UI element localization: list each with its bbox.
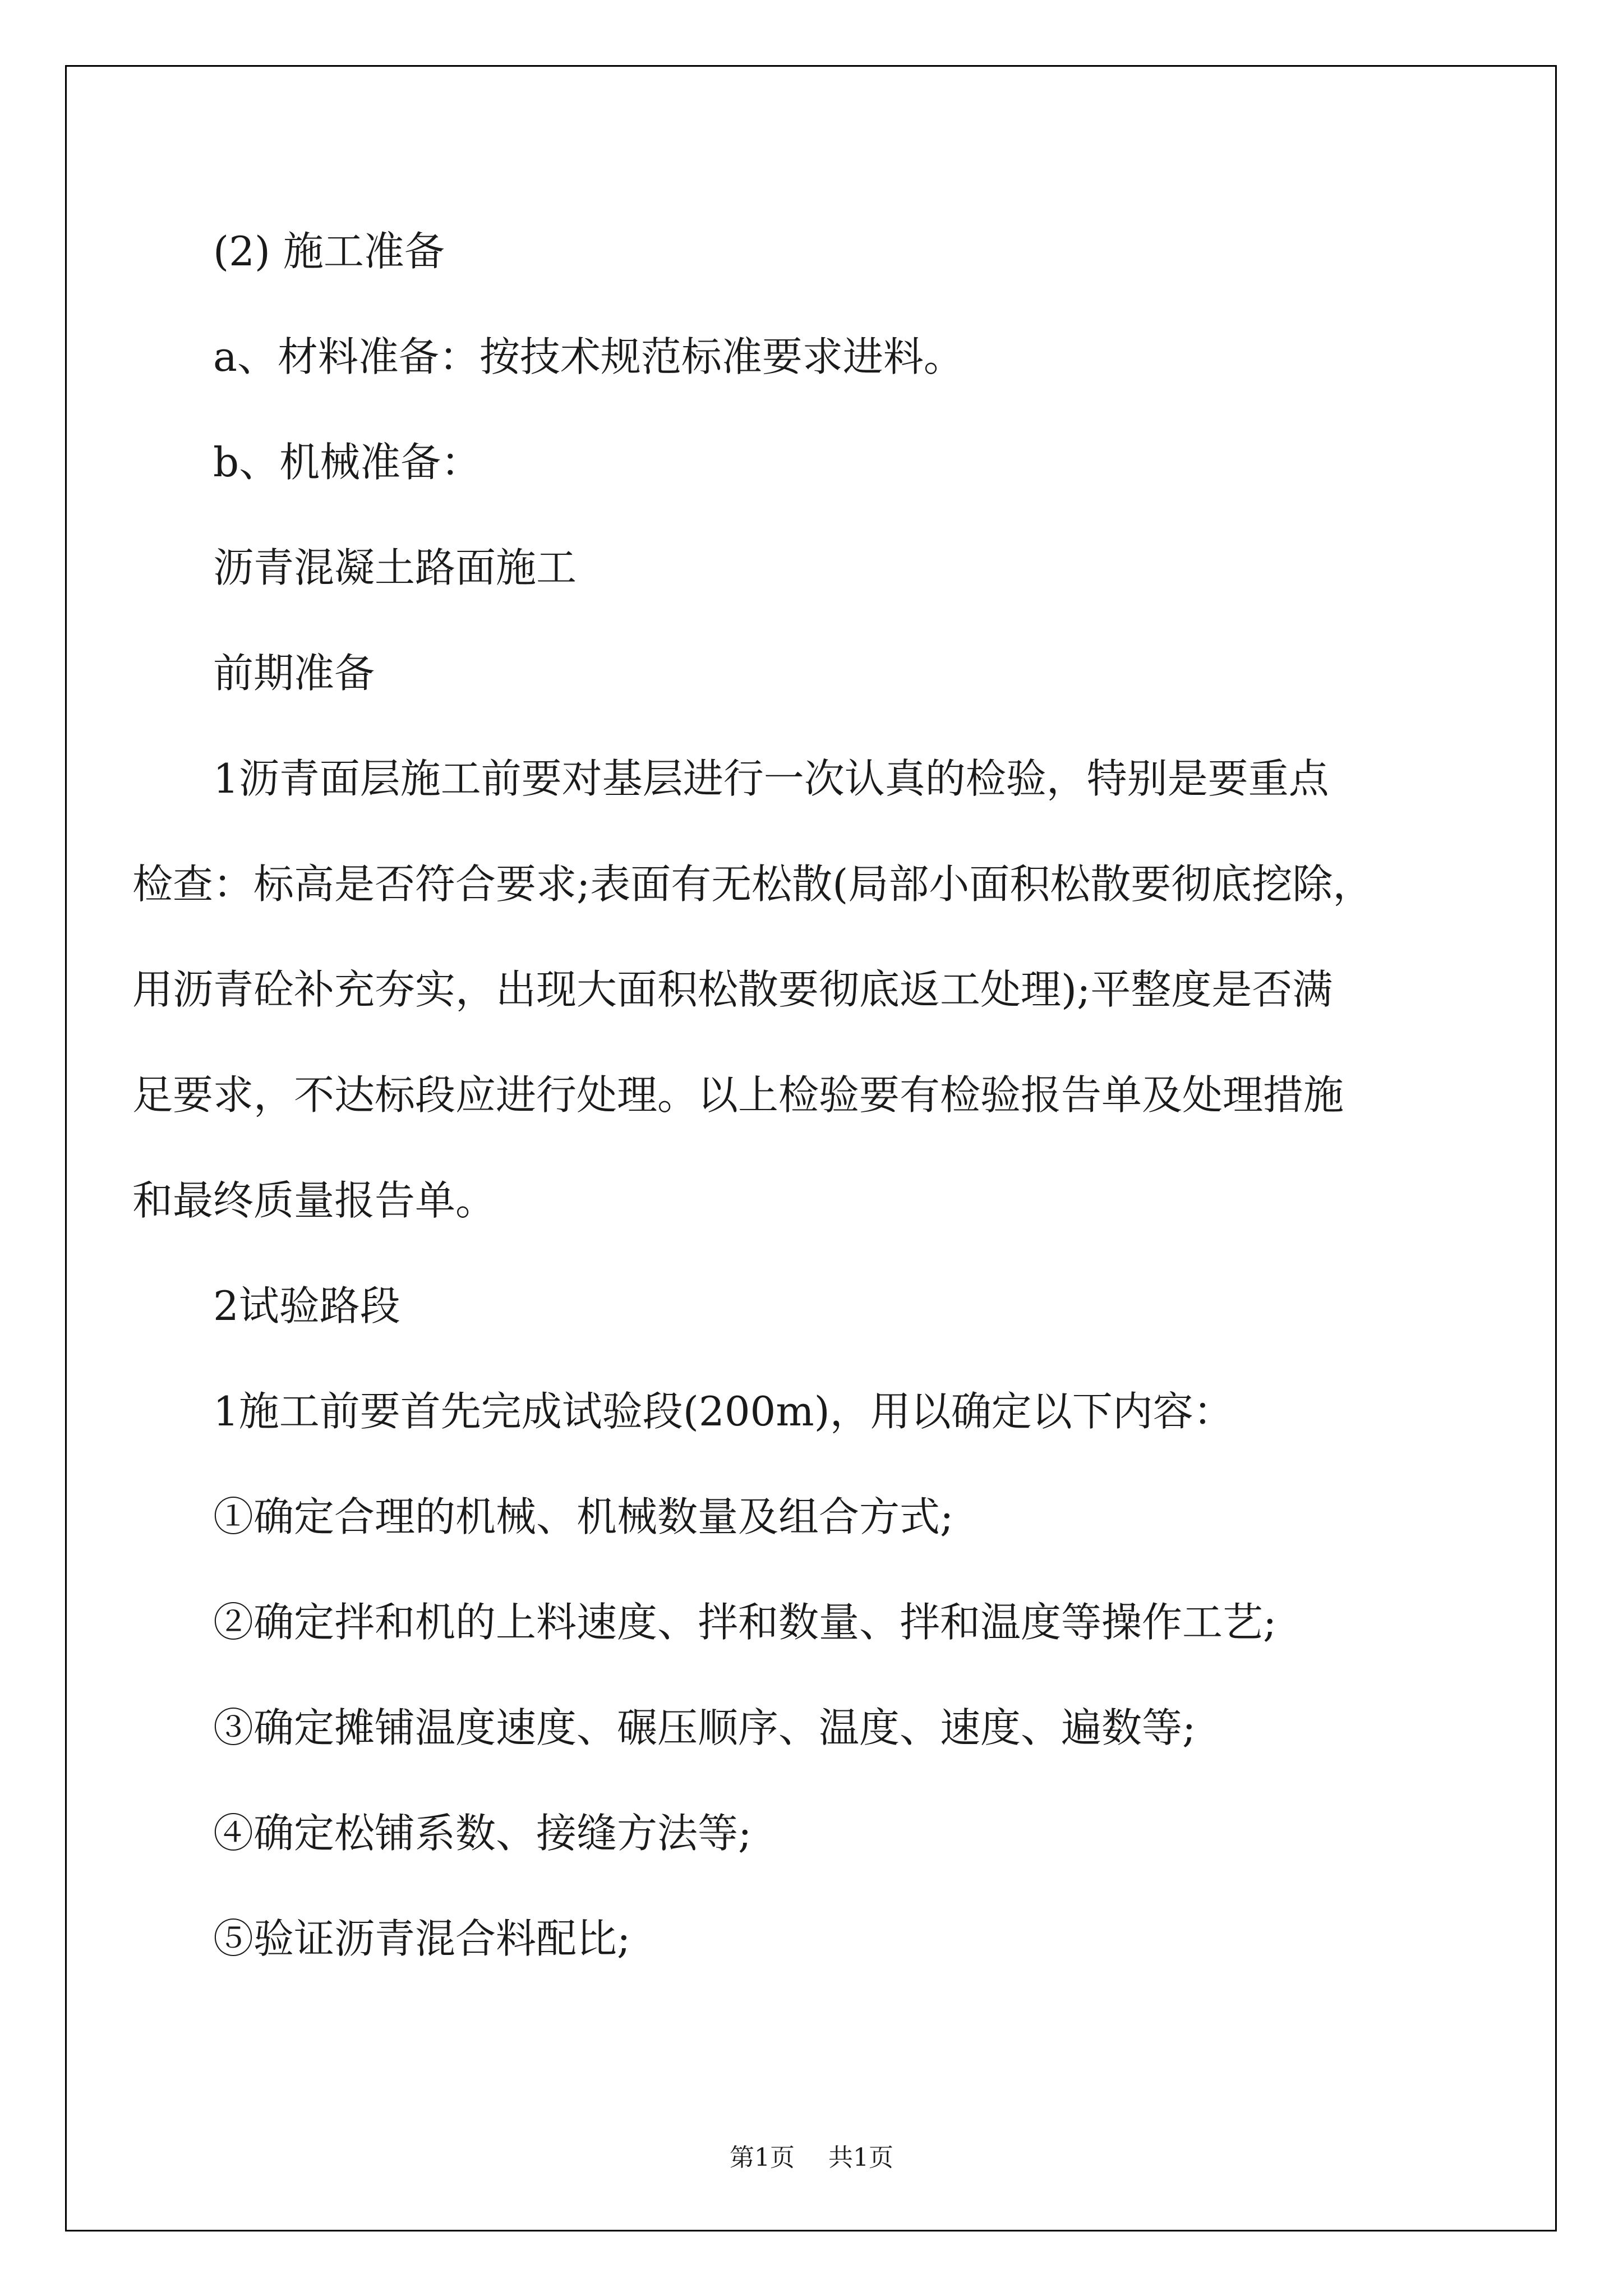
list-item-1: ①确定合理的机械、机械数量及组合方式; [213, 1493, 954, 1540]
heading-construction-prep: (2) 施工准备 [213, 228, 445, 275]
heading-asphalt-paving: 沥青混凝土路面施工 [213, 544, 577, 591]
paragraph-base-inspection-line-1: 1沥青面层施工前要对基层进行一次认真的检验，特别是要重点 [213, 755, 1329, 802]
list-item-5: ⑤验证沥青混合料配比; [213, 1915, 631, 1962]
paragraph-trial-section-intro: 1施工前要首先完成试验段(200m)，用以确定以下内容： [213, 1388, 1234, 1435]
paragraph-machinery-prep: b、机械准备： [213, 439, 482, 486]
paragraph-base-inspection-line-3: 用沥青砼补充夯实，出现大面积松散要彻底返工处理);平整度是否满 [132, 966, 1333, 1013]
page-footer [0, 2137, 1623, 2173]
paragraph-base-inspection-line-5: 和最终质量报告单。 [132, 1177, 496, 1224]
page-border [65, 65, 1557, 2231]
page-number-total: 共1页 [828, 2143, 893, 2172]
heading-early-prep: 前期准备 [213, 650, 375, 697]
page-number-current: 第1页 [730, 2143, 795, 2172]
paragraph-material-prep: a、材料准备：按技术规范标准要求进料。 [213, 333, 964, 380]
paragraph-base-inspection-line-4: 足要求，不达标段应进行处理。以上检验要有检验报告单及处理措施 [132, 1071, 1344, 1119]
list-item-4: ④确定松铺系数、接缝方法等; [213, 1810, 752, 1857]
list-item-2: ②确定拌和机的上料速度、拌和数量、拌和温度等操作工艺; [213, 1599, 1277, 1646]
heading-trial-section: 2试验路段 [213, 1282, 400, 1329]
paragraph-base-inspection-line-2: 检查：标高是否符合要求;表面有无松散(局部小面积松散要彻底挖除， [132, 861, 1373, 908]
list-item-3: ③确定摊铺温度速度、碾压顺序、温度、速度、遍数等; [213, 1704, 1196, 1751]
